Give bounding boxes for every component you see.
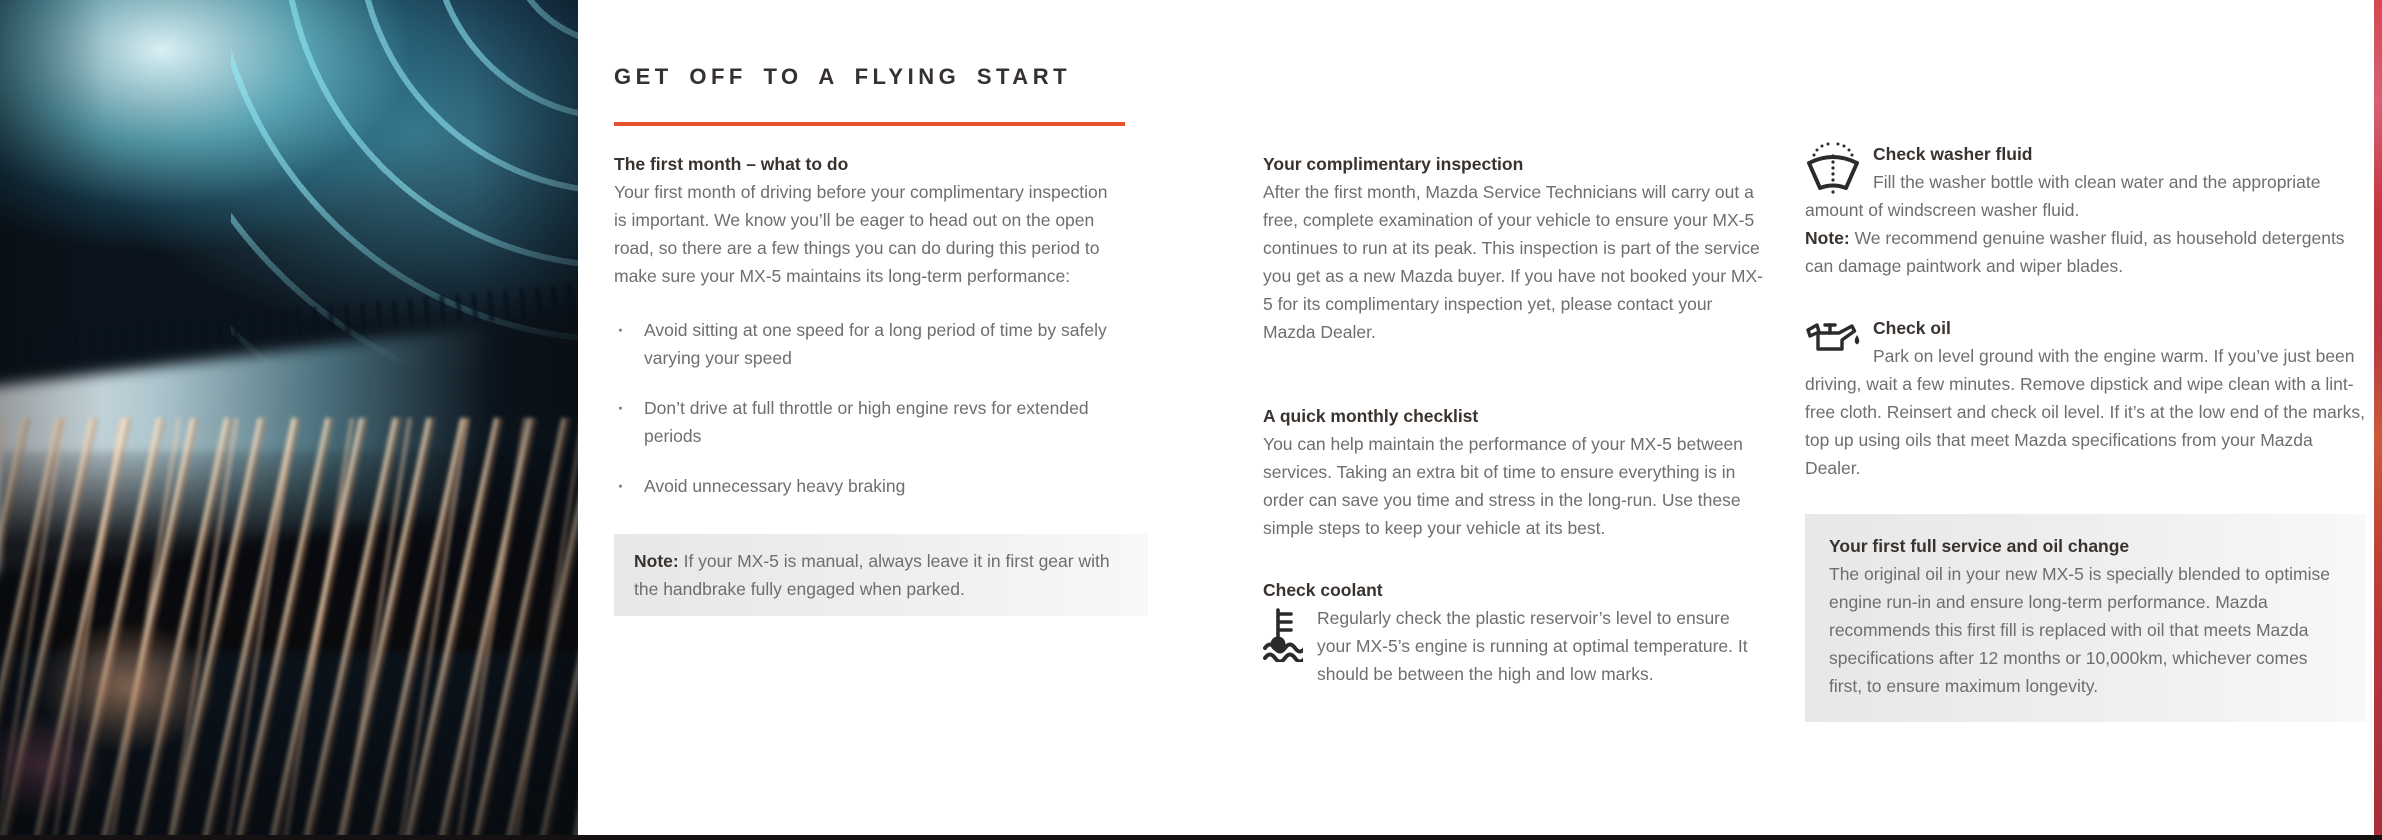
column-first-month [614,150,1124,616]
check-coolant-section [1263,604,1764,688]
page-title: GET OFF TO A FLYING START [614,64,1072,89]
check-washer-heading: Check washer fluid [1873,144,2033,164]
hero-photo-traffic-light-trails [0,0,578,836]
washer-note-label: Note: [1805,228,1850,248]
title-accent-rule [614,122,1125,126]
photo-vignette [0,0,578,836]
first-month-bullet-list [614,316,1124,500]
check-washer-section [1805,140,2366,280]
check-coolant-heading: Check coolant [1263,580,1383,600]
first-service-heading: Your first full service and oil change [1829,536,2130,556]
page-bottom-edge [0,835,2382,840]
first-month-heading: The first month – what to do [614,154,849,174]
note-label: Note: [634,551,679,571]
first-service-body: The original oil in your new MX-5 is specially blended to optimise engine run-in and ensure long-term performance. Mazda recommends this first fill is replaced with oil that meets Mazda specifications after 12 months or 10,000km, whichever comes first, to ensure maximum longevity. [1829,564,2330,696]
monthly-checklist-heading: A quick monthly checklist [1263,406,1479,426]
washer-fluid-icon [1805,142,1861,194]
check-oil-heading: Check oil [1873,318,1951,338]
check-oil-section [1805,314,2366,482]
bullet-no-full-throttle: · Don’t drive at full throttle or high engine revs for extended periods [614,394,1124,450]
check-oil-body: Park on level ground with the engine warm. If you’ve just been driving, wait a few minutes. Remove dipstick and wipe clean with a lint-free cloth. Reinsert and check oil level. If it’s at the low end of the marks, top up using oils that meet Mazda specifications from your Mazda Dealer. [1805,346,2365,478]
manual-handbrake-note-box [614,534,1148,616]
check-washer-note: Note: We recommend genuine washer fluid, as household detergents can damage paintwork and wiper blades. [1805,228,2345,276]
check-coolant-body: Regularly check the plastic reservoir’s level to ensure your MX-5’s engine is running at optimal temperature. It should be between the high and low marks. [1317,608,1748,684]
first-service-box [1805,514,2366,722]
monthly-checklist-body: You can help maintain the performance of your MX-5 between services. Taking an extra bit of time to ensure everything is in order can save you time and stress in the long-run. Use these simple steps to keep your vehicle at its best. [1263,434,1743,538]
first-month-intro: Your first month of driving before your complimentary inspection is important. We know you’ll be eager to head out on the open road, so there are a few things you can do during this period to make sure your MX-5 maintains its long-term performance: [614,182,1108,286]
complimentary-inspection-heading: Your complimentary inspection [1263,154,1524,174]
bullet-vary-speed: · Avoid sitting at one speed for a long period of time by safely varying your speed [614,316,1124,372]
column-fluids-service [1805,140,2366,722]
oil-can-icon [1805,318,1861,358]
check-washer-body: Fill the washer bottle with clean water and the appropriate amount of windscreen washer fluid. [1805,172,2321,220]
coolant-temperature-icon [1263,608,1303,662]
complimentary-inspection-body: After the first month, Mazda Service Technicians will carry out a free, complete examination of your vehicle to ensure your MX-5 continues to run at its peak. This inspection is part of the service you get as a new Mazda buyer. If you have not booked your MX-5 for its complimentary inspection yet, please contact your Mazda Dealer. [1263,182,1764,342]
next-page-edge-strip [2374,0,2382,840]
column-inspection-checklist [1263,150,1764,688]
bullet-avoid-heavy-braking: · Avoid unnecessary heavy braking [614,472,1124,500]
note-text: Note: If your MX-5 is manual, always leave it in first gear with the handbrake fully engaged when parked. [634,551,1110,599]
